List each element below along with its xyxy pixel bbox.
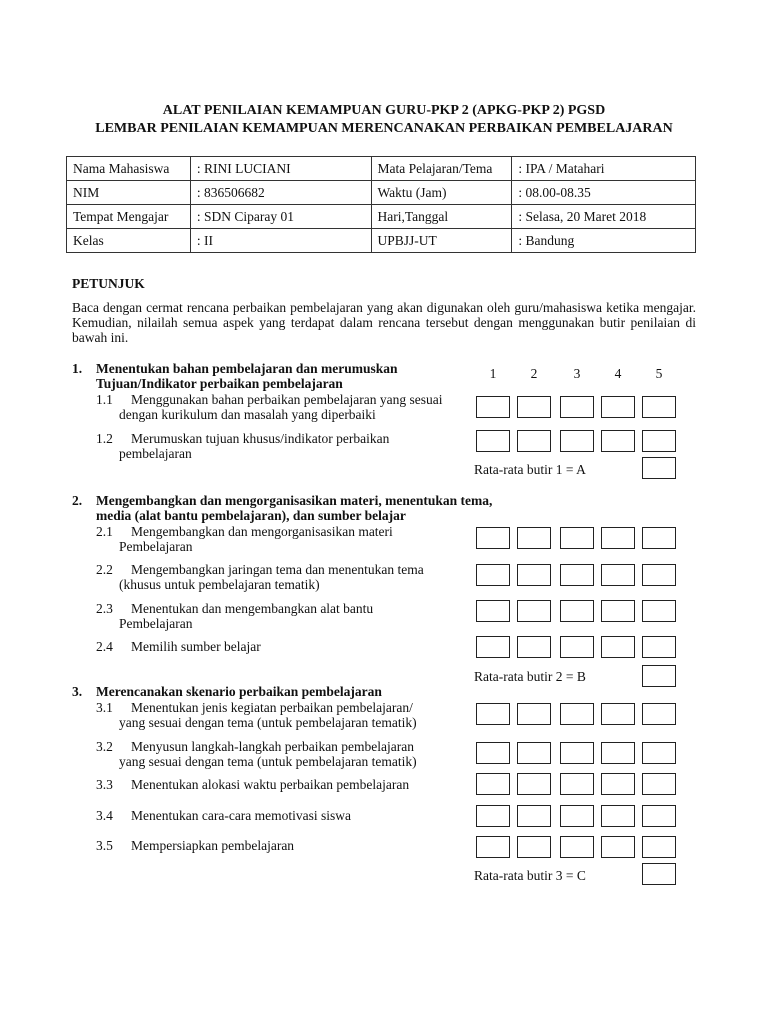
petunjuk-text: Baca dengan cermat rencana perbaikan pembelajaran yang akan digunakan oleh guru/mahasiswa ketika mengajar. Kemudian, nilailah semua aspek yang terdapat dalam rencana tersebut dengan menggunakan butir penilaian di bawah ini. (72, 300, 696, 345)
item-2-2-number: 2.2 (96, 562, 113, 577)
form-subtitle: LEMBAR PENILAIAN KEMAMPUAN MERENCANAKAN PERBAIKAN PEMBELAJARAN (95, 121, 673, 136)
petunjuk-heading: PETUNJUK (72, 276, 145, 291)
scale-3: 3 (573, 366, 581, 381)
scale-1: 1 (489, 366, 497, 381)
section-3-title: Merencanakan skenario perbaikan pembelajaran (96, 684, 382, 699)
item-2-4-number: 2.4 (96, 639, 113, 654)
item-3-1-text-cont: yang sesuai dengan tema (untuk pembelajaran tematik) (119, 715, 417, 730)
value-hari: : Selasa, 20 Maret 2018 (512, 205, 696, 229)
score-box-2-1-5[interactable] (642, 527, 676, 549)
section-3-number: 3. (72, 684, 83, 699)
score-box-3-4-2[interactable] (517, 805, 551, 827)
item-1-2-number: 1.2 (96, 431, 113, 446)
score-box-1-1-2[interactable] (517, 396, 551, 418)
table-row (67, 181, 696, 205)
student-info-table (66, 156, 696, 253)
score-box-3-3-4[interactable] (601, 773, 635, 795)
score-box-3-1-3[interactable] (560, 703, 594, 725)
item-2-3-text-cont: Pembelajaran (119, 616, 193, 631)
item-3-4-number: 3.4 (96, 808, 113, 823)
score-box-2-2-3[interactable] (560, 564, 594, 586)
item-2-1-text-cont: Pembelajaran (119, 539, 193, 554)
score-box-3-2-3[interactable] (560, 742, 594, 764)
item-3-2-text-cont: yang sesuai dengan tema (untuk pembelajaran tematik) (119, 754, 417, 769)
score-box-3-2-4[interactable] (601, 742, 635, 764)
score-box-3-1-1[interactable] (476, 703, 510, 725)
scale-2: 2 (530, 366, 538, 381)
score-box-2-1-1[interactable] (476, 527, 510, 549)
item-3-2-text: Menyusun langkah-langkah perbaikan pembelajaran (131, 739, 415, 754)
score-box-2-4-4[interactable] (601, 636, 635, 658)
score-box-1-2-2[interactable] (517, 430, 551, 452)
score-box-1-1-5[interactable] (642, 396, 676, 418)
table-row (67, 157, 696, 181)
score-box-2-2-2[interactable] (517, 564, 551, 586)
average-box-c[interactable] (642, 863, 676, 885)
score-box-2-2-4[interactable] (601, 564, 635, 586)
score-box-3-2-5[interactable] (642, 742, 676, 764)
score-box-2-3-2[interactable] (517, 600, 551, 622)
score-box-3-3-3[interactable] (560, 773, 594, 795)
label-hari: Hari,Tanggal (371, 205, 512, 229)
label-mapel: Mata Pelajaran/Tema (371, 157, 512, 181)
item-2-3-number: 2.3 (96, 601, 113, 616)
score-box-3-5-3[interactable] (560, 836, 594, 858)
section-2-title-cont: media (alat bantu pembelajaran), dan sumber belajar (96, 508, 406, 523)
average-box-b[interactable] (642, 665, 676, 687)
item-3-2-number: 3.2 (96, 739, 113, 754)
average-label-c: Rata-rata butir 3 = C (474, 868, 586, 883)
score-box-3-1-4[interactable] (601, 703, 635, 725)
score-box-3-4-4[interactable] (601, 805, 635, 827)
score-box-2-3-1[interactable] (476, 600, 510, 622)
item-1-1-number: 1.1 (96, 392, 113, 407)
item-2-2-text-cont: (khusus untuk pembelajaran tematik) (119, 577, 320, 592)
item-3-4-text: Menentukan cara-cara memotivasi siswa (131, 808, 352, 823)
score-box-2-3-3[interactable] (560, 600, 594, 622)
item-2-4-text: Memilih sumber belajar (131, 639, 261, 654)
section-1-number: 1. (72, 361, 83, 376)
label-tempat: Tempat Mengajar (67, 205, 191, 229)
average-box-a[interactable] (642, 457, 676, 479)
item-2-3-text: Menentukan dan mengembangkan alat bantu (131, 601, 374, 616)
score-box-3-4-3[interactable] (560, 805, 594, 827)
score-box-2-1-4[interactable] (601, 527, 635, 549)
score-box-2-3-5[interactable] (642, 600, 676, 622)
score-box-3-3-1[interactable] (476, 773, 510, 795)
score-box-3-1-5[interactable] (642, 703, 676, 725)
table-row (67, 205, 696, 229)
item-3-1-number: 3.1 (96, 700, 113, 715)
average-label-a: Rata-rata butir 1 = A (474, 462, 586, 477)
value-upbjj: : Bandung (512, 229, 696, 253)
score-box-2-4-2[interactable] (517, 636, 551, 658)
score-box-2-1-2[interactable] (517, 527, 551, 549)
item-1-2-text: Merumuskan tujuan khusus/indikator perbaikan (131, 431, 390, 446)
label-nama: Nama Mahasiswa (67, 157, 191, 181)
section-1-title-cont: Tujuan/Indikator perbaikan pembelajaran (96, 376, 343, 391)
section-2-number: 2. (72, 493, 83, 508)
section-1-title: Menentukan bahan pembelajaran dan merumuskan (96, 361, 398, 376)
item-3-3-number: 3.3 (96, 777, 113, 792)
value-nim: : 836506682 (190, 181, 371, 205)
score-box-3-1-2[interactable] (517, 703, 551, 725)
item-3-5-text: Mempersiapkan pembelajaran (131, 838, 295, 853)
score-box-3-3-2[interactable] (517, 773, 551, 795)
section-2-title: Mengembangkan dan mengorganisasikan materi, menentukan tema, (96, 493, 493, 508)
score-box-1-2-5[interactable] (642, 430, 676, 452)
score-box-2-4-3[interactable] (560, 636, 594, 658)
value-waktu: : 08.00-08.35 (512, 181, 696, 205)
score-box-1-1-4[interactable] (601, 396, 635, 418)
score-box-2-1-3[interactable] (560, 527, 594, 549)
item-1-1-text-cont: dengan kurikulum dan masalah yang diperbaiki (119, 407, 376, 422)
average-label-b: Rata-rata butir 2 = B (474, 669, 586, 684)
score-box-1-2-3[interactable] (560, 430, 594, 452)
item-3-1-text: Menentukan jenis kegiatan perbaikan pembelajaran/ (131, 700, 413, 715)
item-2-1-text: Mengembangkan dan mengorganisasikan materi (131, 524, 393, 539)
label-waktu: Waktu (Jam) (371, 181, 512, 205)
scale-5: 5 (655, 366, 663, 381)
score-box-3-5-5[interactable] (642, 836, 676, 858)
item-2-1-number: 2.1 (96, 524, 113, 539)
score-box-3-3-5[interactable] (642, 773, 676, 795)
score-box-3-2-2[interactable] (517, 742, 551, 764)
score-box-3-5-2[interactable] (517, 836, 551, 858)
value-mapel: : IPA / Matahari (512, 157, 696, 181)
value-tempat: : SDN Ciparay 01 (190, 205, 371, 229)
score-box-2-3-4[interactable] (601, 600, 635, 622)
score-box-1-2-4[interactable] (601, 430, 635, 452)
score-box-1-1-1[interactable] (476, 396, 510, 418)
item-3-3-text: Menentukan alokasi waktu perbaikan pembelajaran (131, 777, 410, 792)
score-box-1-1-3[interactable] (560, 396, 594, 418)
label-kelas: Kelas (67, 229, 191, 253)
label-upbjj: UPBJJ-UT (371, 229, 512, 253)
scale-4: 4 (614, 366, 622, 381)
label-nim: NIM (67, 181, 191, 205)
value-kelas: : II (190, 229, 371, 253)
item-3-5-number: 3.5 (96, 838, 113, 853)
item-2-2-text: Mengembangkan jaringan tema dan menentukan tema (131, 562, 424, 577)
score-box-2-4-1[interactable] (476, 636, 510, 658)
item-1-2-text-cont: pembelajaran (119, 446, 192, 461)
score-box-3-4-1[interactable] (476, 805, 510, 827)
score-box-3-2-1[interactable] (476, 742, 510, 764)
value-nama: : RINI LUCIANI (190, 157, 371, 181)
form-title: ALAT PENILAIAN KEMAMPUAN GURU-PKP 2 (APKG-PKP 2) PGSD (162, 103, 606, 118)
item-1-1-text: Menggunakan bahan perbaikan pembelajaran yang sesuai (131, 392, 443, 407)
score-box-2-2-1[interactable] (476, 564, 510, 586)
score-box-3-5-4[interactable] (601, 836, 635, 858)
table-row (67, 229, 696, 253)
score-box-2-4-5[interactable] (642, 636, 676, 658)
score-box-1-2-1[interactable] (476, 430, 510, 452)
score-box-3-4-5[interactable] (642, 805, 676, 827)
score-box-3-5-1[interactable] (476, 836, 510, 858)
score-box-2-2-5[interactable] (642, 564, 676, 586)
